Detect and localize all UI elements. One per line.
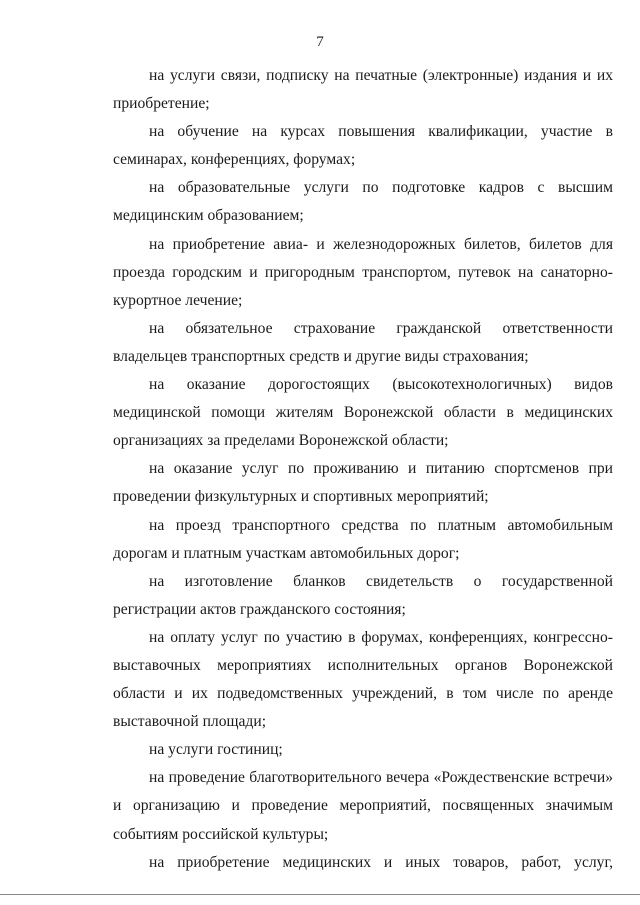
paragraph-charity-evening: на проведение благотворительного вечера «Рождественские встречи» и организацию и проведение мероприятий, посвященных значимым событиям российской культуры;	[113, 769, 613, 843]
paragraph-insurance: на обязательное страхование гражданской ответственности владельцев транспортных средств и другие виды страхования;	[113, 319, 613, 365]
document-body	[113, 62, 613, 877]
paragraph-athlete-accommodation: на оказание услуг по проживанию и питанию спортсменов при проведении физкультурных и спортивных мероприятий;	[113, 460, 613, 506]
page-number: 7	[316, 34, 324, 50]
paragraph-communication-services: на услуги связи, подписку на печатные (электронные) издания и их приобретение;	[113, 67, 613, 113]
paragraph-high-tech-medical-care: на оказание дорогостоящих (высокотехнологичных) видов медицинской помощи жителям Воронежской области в медицинских организациях за пределами Воронежской области;	[113, 376, 613, 450]
paragraph-civil-registration-forms: на изготовление бланков свидетельств о государственной регистрации актов гражданского состояния;	[113, 572, 613, 618]
paragraph-training-courses: на обучение на курсах повышения квалификации, участие в семинарах, конференциях, форумах;	[113, 123, 613, 169]
paragraph-forums-exhibitions: на оплату услуг по участию в форумах, конференциях, конгрессно-выставочных мероприятиях исполнительных органов Воронежской области и их подведомственных учреждений, в том числе по аренде выставочной площади;	[113, 628, 613, 731]
footer-divider	[0, 894, 640, 895]
paragraph-toll-roads: на проезд транспортного средства по платным автомобильным дорогам и платным участкам автомобильных дорог;	[113, 516, 613, 562]
paragraph-tickets-vouchers: на приобретение авиа- и железнодорожных билетов, билетов для проезда городским и пригородным транспортом, путевок на санаторно-курортное лечение;	[113, 235, 613, 309]
paragraph-hotel-services: на услуги гостиниц;	[149, 741, 283, 759]
paragraph-medical-goods: на приобретение медицинских и иных товаров, работ, услуг,	[149, 853, 613, 871]
paragraph-medical-education: на образовательные услуги по подготовке кадров с высшим медицинским образованием;	[113, 179, 613, 225]
